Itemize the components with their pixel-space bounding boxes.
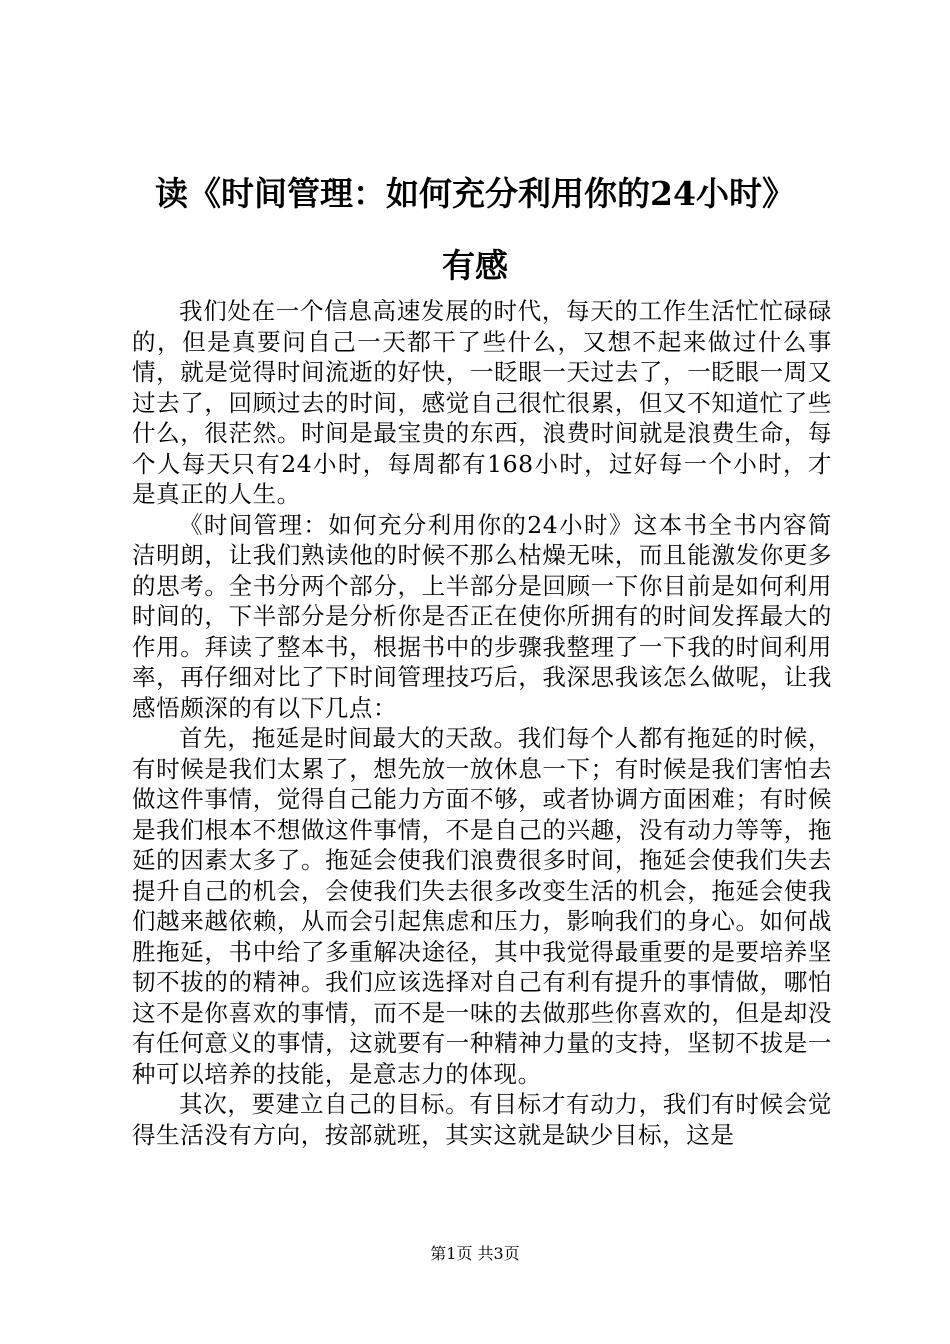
paragraph-4: 其次，要建立自己的目标。有目标才有动力，我们有时候会觉得生活没有方向，按部就班，其实这就是缺少目标，这是: [132, 1090, 832, 1149]
title-line-2: 有感: [442, 246, 508, 285]
document-title: [120, 158, 830, 302]
page-footer: 第1页 共3页: [430, 1244, 520, 1263]
document-body: [132, 296, 832, 1150]
paragraph-3: 首先，拖延是时间最大的天敌。我们每个人都有拖延的时候，有时候是我们太累了，想先放一放休息一下；有时候是我们害怕去做这件事情，觉得自己能力方面不够，或者协调方面困难；有时候是我们根本不想做这件事情，不是自己的兴趣，没有动力等等，拖延的因素太多了。拖延会使我们浪费很多时间，拖延会使我们失去提升自己的机会，会使我们失去很多改变生活的机会，拖延会使我们越来越依赖，从而会引起焦虑和压力，影响我们的身心。如何战胜拖延，书中给了多重解决途径，其中我觉得最重要的是要培养坚韧不拔的的精神。我们应该选择对自己有利有提升的事情做，哪怕这不是你喜欢的事情，而不是一味的去做那些你喜欢的，但是却没有任何意义的事情，这就要有一种精神力量的支持，坚韧不拔是一种可以培养的技能，是意志力的体现。: [132, 724, 832, 1088]
paragraph-2: 《时间管理：如何充分利用你的24小时》这本书全书内容简洁明朗，让我们熟读他的时候不那么枯燥无味，而且能激发你更多的思考。全书分两个部分，上半部分是回顾一下你目前是如何利用时间的，下半部分是分析你是否正在使你所拥有的时间发挥最大的作用。拜读了整本书，根据书中的步骤我整理了一下我的时间利用率，再仔细对比了下时间管理技巧后，我深思我该怎么做呢，让我感悟颇深的有以下几点：: [132, 510, 832, 722]
title-line-1: 读《时间管理：如何充分利用你的24小时》: [155, 174, 795, 213]
paragraph-1: 我们处在一个信息高速发展的时代，每天的工作生活忙忙碌碌的，但是真要问自己一天都干了些什么，又想不起来做过什么事情，就是觉得时间流逝的好快，一眨眼一天过去了，一眨眼一周又过去了，回顾过去的时间，感觉自己很忙很累，但又不知道忙了些什么，很茫然。时间是最宝贵的东西，浪费时间就是浪费生命，每个人每天只有24小时，每周都有168小时，过好每一个小时，才是真正的人生。: [132, 297, 832, 508]
